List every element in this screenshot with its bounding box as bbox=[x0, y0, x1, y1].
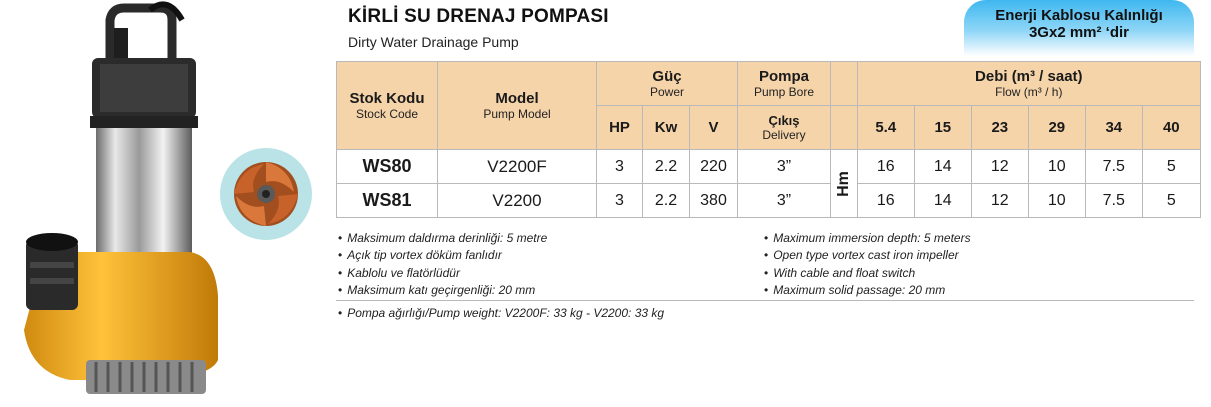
impeller-image bbox=[220, 148, 312, 240]
spec-table bbox=[336, 61, 1201, 218]
cable-info-badge bbox=[964, 0, 1194, 56]
header-delivery-en: Delivery bbox=[762, 128, 806, 142]
header-kw bbox=[643, 106, 690, 150]
delivery-cell: 3” bbox=[738, 184, 831, 218]
header-hp bbox=[597, 106, 643, 150]
model-cell: V2200 bbox=[438, 184, 597, 218]
kw-cell: 2.2 bbox=[643, 184, 690, 218]
header-stock-code-tr: Stok Kodu bbox=[349, 90, 425, 107]
notes-weight bbox=[338, 305, 664, 322]
header-pump-en: Pump Bore bbox=[753, 85, 815, 99]
head-cell: 12 bbox=[971, 150, 1028, 184]
header-power-en: Power bbox=[649, 85, 684, 99]
note-item: • Maksimum daldırma derinliği: 5 metre bbox=[338, 230, 547, 247]
note-item: • With cable and float switch bbox=[764, 265, 971, 282]
header-delivery bbox=[738, 106, 831, 150]
note-item: • Maximum immersion depth: 5 meters bbox=[764, 230, 971, 247]
v-cell: 380 bbox=[690, 184, 738, 218]
table-row bbox=[337, 184, 1201, 218]
flow-col-6 bbox=[1142, 106, 1200, 150]
head-cell: 7.5 bbox=[1085, 150, 1142, 184]
header-v-label: V bbox=[708, 118, 719, 136]
header-model-tr: Model bbox=[495, 90, 539, 107]
header-stock-code bbox=[337, 62, 438, 150]
header-stock-code-en: Stock Code bbox=[355, 107, 419, 121]
header-pump bbox=[738, 62, 831, 106]
stock-code-cell: WS81 bbox=[337, 184, 438, 218]
flow-value: 15 bbox=[934, 118, 952, 136]
header-model-en: Pump Model bbox=[483, 107, 551, 121]
model-cell: V2200F bbox=[438, 150, 597, 184]
head-cell: 7.5 bbox=[1085, 184, 1142, 218]
flow-value: 34 bbox=[1105, 118, 1123, 136]
note-item: • Open type vortex cast iron impeller bbox=[764, 247, 971, 264]
head-cell: 10 bbox=[1028, 184, 1085, 218]
flow-col-4 bbox=[1028, 106, 1085, 150]
head-cell: 5 bbox=[1142, 184, 1200, 218]
note-item: • Açık tip vortex döküm fanlıdır bbox=[338, 247, 547, 264]
head-cell: 10 bbox=[1028, 150, 1085, 184]
header-power bbox=[597, 62, 738, 106]
header-flow-en: Flow (m³ / h) bbox=[995, 85, 1063, 99]
cable-info-line1: Enerji Kablosu Kalınlığı bbox=[995, 7, 1163, 24]
note-item: • Kablolu ve flatörlüdür bbox=[338, 265, 547, 282]
flow-col-2 bbox=[914, 106, 971, 150]
header-v bbox=[690, 106, 738, 150]
head-cell: 16 bbox=[857, 184, 914, 218]
flow-col-3 bbox=[971, 106, 1028, 150]
header-pump-tr: Pompa bbox=[758, 68, 809, 85]
notes-tr bbox=[338, 230, 547, 299]
divider bbox=[336, 300, 1194, 301]
page-title: KİRLİ SU DRENAJ POMPASI bbox=[348, 6, 609, 27]
kw-cell: 2.2 bbox=[643, 150, 690, 184]
header-model bbox=[438, 62, 597, 150]
header-delivery-tr: Çıkış bbox=[768, 113, 800, 128]
header-spacer bbox=[831, 62, 858, 106]
header-power-tr: Güç bbox=[652, 68, 682, 85]
hp-cell: 3 bbox=[597, 184, 643, 218]
page-subtitle: Dirty Water Drainage Pump bbox=[348, 34, 519, 50]
head-cell: 14 bbox=[914, 150, 971, 184]
head-cell: 16 bbox=[857, 150, 914, 184]
hm-label: Hm bbox=[834, 170, 852, 197]
header-kw-label: Kw bbox=[654, 118, 678, 136]
flow-col-1 bbox=[857, 106, 914, 150]
hm-label-cell bbox=[831, 150, 858, 218]
note-item: • Maximum solid passage: 20 mm bbox=[764, 282, 971, 299]
flow-value: 40 bbox=[1162, 118, 1180, 136]
stock-code-cell: WS80 bbox=[337, 150, 438, 184]
delivery-cell: 3” bbox=[738, 150, 831, 184]
notes-en bbox=[764, 230, 971, 299]
v-cell: 220 bbox=[690, 150, 738, 184]
cable-info-line2: 3Gx2 mm² ‘dir bbox=[1028, 24, 1130, 41]
head-cell: 5 bbox=[1142, 150, 1200, 184]
flow-col-5 bbox=[1085, 106, 1142, 150]
flow-value: 29 bbox=[1048, 118, 1066, 136]
note-item: • Maksimum katı geçirgenliği: 20 mm bbox=[338, 282, 547, 299]
hp-cell: 3 bbox=[597, 150, 643, 184]
flow-value: 23 bbox=[991, 118, 1009, 136]
header-flow bbox=[857, 62, 1200, 106]
header-hp-label: HP bbox=[609, 118, 630, 136]
table-row bbox=[337, 150, 1201, 184]
head-cell: 14 bbox=[914, 184, 971, 218]
weight-note: • Pompa ağırlığı/Pump weight: V2200F: 33 kg - V2200: 33 kg bbox=[338, 305, 664, 322]
pump-image bbox=[0, 0, 240, 407]
header-flow-tr: Debi (m³ / saat) bbox=[975, 68, 1083, 85]
flow-value: 5.4 bbox=[875, 118, 897, 136]
head-cell: 12 bbox=[971, 184, 1028, 218]
header-spacer-2 bbox=[831, 106, 858, 150]
